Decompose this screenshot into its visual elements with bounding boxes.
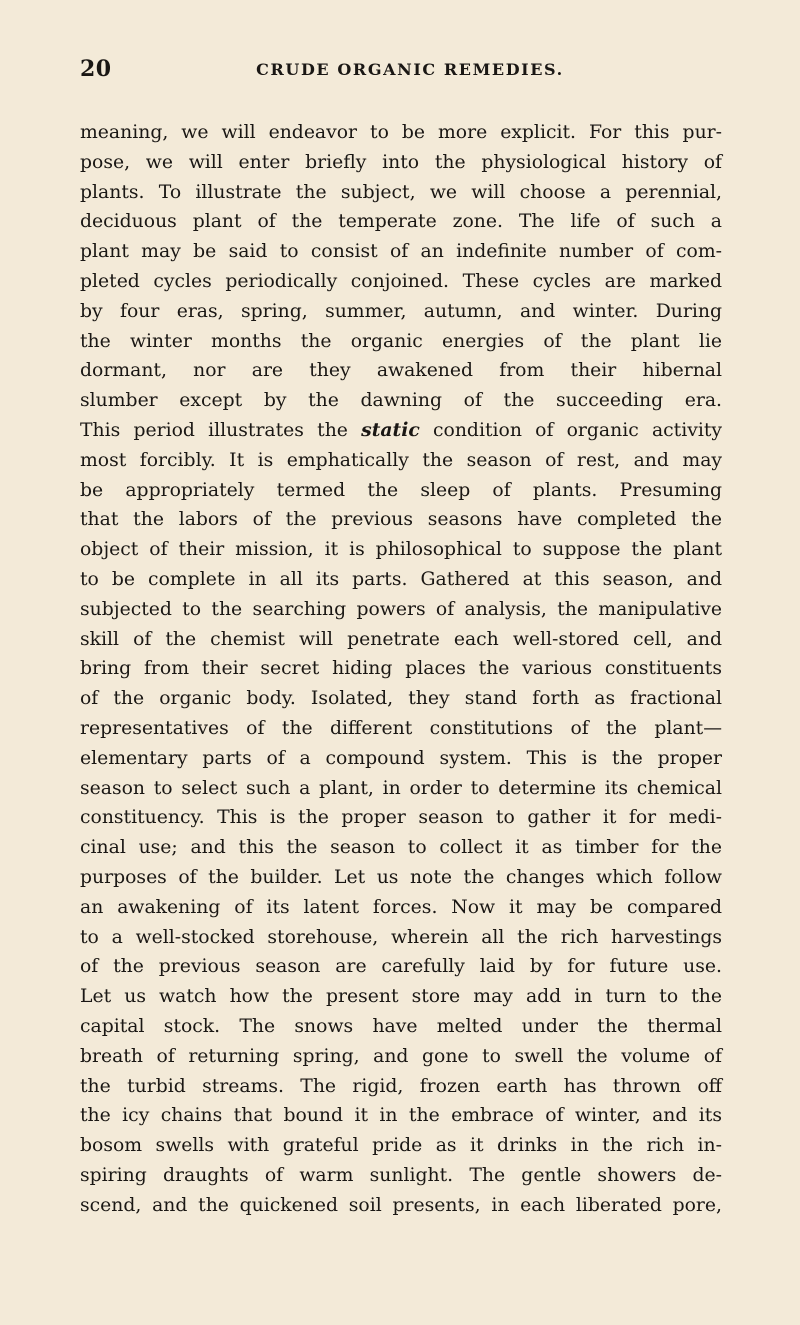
text-line: plant may be said to consist of an indefinite number of com-	[80, 241, 722, 263]
text-line: capital stock. The snows have melted under the thermal	[80, 1015, 722, 1037]
text-line: to be complete in all its parts. Gathered at this season, and	[80, 568, 722, 590]
text-line-with-emphasis	[80, 416, 722, 446]
text-line: bosom swells with grateful pride as it drinks in the rich in-	[80, 1135, 722, 1157]
text-line: meaning, we will endeavor to be more explicit. For this pur-	[80, 122, 722, 143]
text-line: season to select such a plant, in order to determine its chemical	[80, 777, 722, 799]
text-line: purposes of the builder. Let us note the changes which follow	[80, 866, 722, 888]
text-line: an awakening of its latent forces. Now it may be compared	[80, 896, 722, 918]
text-line: the icy chains that bound it in the embrace of winter, and its	[80, 1105, 722, 1127]
emphasis-word: static	[361, 418, 420, 441]
text-line: the winter months the organic energies of the plant lie	[80, 330, 722, 352]
text-line: that the labors of the previous seasons have completed the	[80, 509, 722, 531]
text-line: constituency. This is the proper season to gather it for medi-	[80, 807, 722, 829]
text-line: be appropriately termed the sleep of plants. Presuming	[80, 479, 722, 501]
text-line: pose, we will enter briefly into the physiological history of	[80, 151, 722, 173]
text-line: pleted cycles periodically conjoined. These cycles are marked	[80, 270, 722, 292]
text-line: of the organic body. Isolated, they stand forth as fractional	[80, 688, 722, 710]
text-line: plants. To illustrate the subject, we will choose a perennial,	[80, 181, 722, 203]
page-header	[80, 56, 720, 86]
text-line: spiring draughts of warm sunlight. The gentle showers de-	[80, 1164, 722, 1186]
text-line: deciduous plant of the temperate zone. The life of such a	[80, 211, 722, 233]
text-line: object of their mission, it is philosophical to suppose the plant	[80, 539, 722, 561]
page-number: 20	[80, 56, 112, 82]
text-line: scend, and the quickened soil presents, in each liberated pore,	[80, 1194, 722, 1216]
text-line: representatives of the different constitutions of the plant—	[80, 717, 722, 739]
text-line: Let us watch how the present store may add in turn to the	[80, 986, 722, 1008]
text-line: breath of returning spring, and gone to swell the volume of	[80, 1045, 722, 1067]
text-line: subjected to the searching powers of analysis, the manipulative	[80, 598, 722, 620]
text-line: the turbid streams. The rigid, frozen earth has thrown off	[80, 1075, 722, 1097]
text-line: elementary parts of a compound system. This is the proper	[80, 747, 722, 769]
text-line: of the previous season are carefully laid by for future use.	[80, 956, 722, 978]
text-line: by four eras, spring, summer, autumn, and winter. During	[80, 300, 722, 322]
text-line: bring from their secret hiding places the various constituents	[80, 658, 722, 680]
running-head: CRUDE ORGANIC REMEDIES.	[256, 60, 564, 79]
text-line: most forcibly. It is emphatically the season of rest, and may	[80, 449, 722, 471]
body-paragraph	[80, 118, 722, 1220]
text-line: skill of the chemist will penetrate each well-stored cell, and	[80, 628, 722, 650]
text-line: dormant, nor are they awakened from their hibernal	[80, 360, 722, 382]
text-line: to a well-stocked storehouse, wherein all the rich harvestings	[80, 926, 722, 948]
text-segment: This period illustrates the	[80, 419, 362, 441]
text-segment: condition of organic activity	[419, 419, 722, 441]
text-line: slumber except by the dawning of the succeeding era.	[80, 390, 722, 412]
text-line: cinal use; and this the season to collect it as timber for the	[80, 837, 722, 859]
